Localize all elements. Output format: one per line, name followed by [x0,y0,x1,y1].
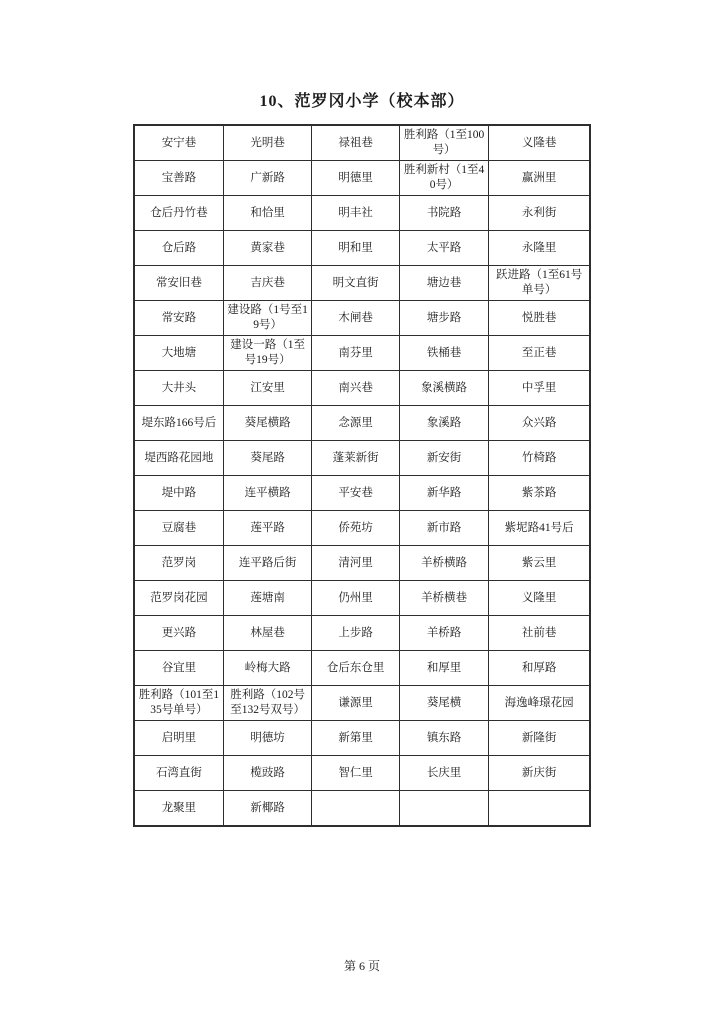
table-cell: 明文直街 [312,266,400,301]
page-title: 10、范罗冈小学（校本部） [259,93,465,110]
table-cell: 岭梅大路 [223,651,311,686]
table-cell: 和厚路 [489,651,590,686]
table-cell: 范罗岗 [134,546,223,581]
table-cell: 胜利新村（1至40号） [399,161,488,196]
table-cell: 新庆街 [489,756,590,791]
table-cell: 禄祖巷 [312,125,400,161]
table-cell: 新安街 [399,441,488,476]
table-cell: 林屋巷 [223,616,311,651]
table-cell: 堤东路166号后 [134,406,223,441]
table-cell: 堤西路花园地 [134,441,223,476]
table-cell: 象溪路 [399,406,488,441]
table-row [134,511,590,546]
table-cell: 羊桥路 [399,616,488,651]
table-cell: 连平路后街 [223,546,311,581]
table-cell: 和厚里 [399,651,488,686]
table-cell: 竹椅路 [489,441,590,476]
table-cell: 塘边巷 [399,266,488,301]
table-cell: 平安巷 [312,476,400,511]
table-cell: 赢洲里 [489,161,590,196]
table-cell: 紫云里 [489,546,590,581]
table-row [134,371,590,406]
page-number: 第 6 页 [343,959,380,973]
table-cell: 跃进路（1至61号单号） [489,266,590,301]
table-cell: 胜利路（1至100号） [399,125,488,161]
table-cell: 明德里 [312,161,400,196]
table-cell: 念源里 [312,406,400,441]
table-cell: 建设一路（1至号19号） [223,336,311,371]
table-cell: 大地塘 [134,336,223,371]
table-cell: 范罗岗花园 [134,581,223,616]
table-cell: 宝善路 [134,161,223,196]
table-cell: 悦胜巷 [489,301,590,336]
table-row [134,756,590,791]
table-row [134,476,590,511]
table-cell: 谦源里 [312,686,400,721]
table-cell: 南芬里 [312,336,400,371]
table-cell: 仓后丹竹巷 [134,196,223,231]
table-row [134,161,590,196]
table-row [134,125,590,161]
table-cell: 义隆巷 [489,125,590,161]
table-cell: 象溪横路 [399,371,488,406]
table-cell: 黄家巷 [223,231,311,266]
table-cell: 豆腐巷 [134,511,223,546]
table-cell: 书院路 [399,196,488,231]
table-cell: 石湾直街 [134,756,223,791]
table-cell: 铁桶巷 [399,336,488,371]
table-cell: 榄豉路 [223,756,311,791]
table-row [134,406,590,441]
table-cell: 侨苑坊 [312,511,400,546]
table-row [134,196,590,231]
table-cell: 莲塘南 [223,581,311,616]
table-cell: 新椰路 [223,791,311,827]
table-cell: 广新路 [223,161,311,196]
table-cell: 吉庆巷 [223,266,311,301]
table-cell: 葵尾横 [399,686,488,721]
table-cell: 莲平路 [223,511,311,546]
table-cell: 和恰里 [223,196,311,231]
table-cell: 常安路 [134,301,223,336]
table-row [134,791,590,827]
table-cell: 羊桥横路 [399,546,488,581]
table-cell: 大井头 [134,371,223,406]
address-table [133,124,591,827]
table-cell: 堤中路 [134,476,223,511]
table-cell: 紫茶路 [489,476,590,511]
table-row [134,231,590,266]
table-row [134,686,590,721]
table-cell: 永利街 [489,196,590,231]
table-cell: 清河里 [312,546,400,581]
table-cell: 新第里 [312,721,400,756]
table-cell: 羊桥横巷 [399,581,488,616]
table-cell: 更兴路 [134,616,223,651]
table-cell: 建设路（1号至19号） [223,301,311,336]
table-cell: 葵尾横路 [223,406,311,441]
table-cell: 葵尾路 [223,441,311,476]
table-cell: 上步路 [312,616,400,651]
table-cell: 永隆里 [489,231,590,266]
address-table-body [134,125,590,826]
table-cell: 连平横路 [223,476,311,511]
table-cell: 紫坭路41号后 [489,511,590,546]
table-row [134,721,590,756]
table-row [134,336,590,371]
table-cell: 仓后路 [134,231,223,266]
table-cell: 中孚里 [489,371,590,406]
table-cell: 江安里 [223,371,311,406]
table-cell: 蓬莱新街 [312,441,400,476]
table-cell: 义隆里 [489,581,590,616]
table-cell: 新隆街 [489,721,590,756]
table-cell: 智仁里 [312,756,400,791]
table-cell: 社前巷 [489,616,590,651]
table-cell: 明德坊 [223,721,311,756]
table-cell: 仍州里 [312,581,400,616]
table-cell: 常安旧巷 [134,266,223,301]
table-cell: 胜利路（102号至132号双号） [223,686,311,721]
table-cell: 胜利路（101至135号单号） [134,686,223,721]
table-row [134,651,590,686]
table-cell: 木闸巷 [312,301,400,336]
table-row [134,441,590,476]
table-cell: 谷宜里 [134,651,223,686]
table-cell: 新华路 [399,476,488,511]
table-row [134,266,590,301]
table-cell: 龙聚里 [134,791,223,827]
table-cell: 镇东路 [399,721,488,756]
table-cell: 光明巷 [223,125,311,161]
table-row [134,301,590,336]
table-row [134,616,590,651]
table-cell: 安宁巷 [134,125,223,161]
table-cell: 南兴巷 [312,371,400,406]
table-cell: 明丰社 [312,196,400,231]
table-cell [489,791,590,827]
table-cell: 海逸峰璟花园 [489,686,590,721]
table-cell: 明和里 [312,231,400,266]
table-cell: 塘步路 [399,301,488,336]
table-cell: 启明里 [134,721,223,756]
table-cell: 太平路 [399,231,488,266]
table-cell [399,791,488,827]
table-cell: 新市路 [399,511,488,546]
table-cell: 众兴路 [489,406,590,441]
table-cell [312,791,400,827]
table-cell: 仓后东仓里 [312,651,400,686]
table-cell: 长庆里 [399,756,488,791]
table-row [134,546,590,581]
table-row [134,581,590,616]
table-cell: 至正巷 [489,336,590,371]
